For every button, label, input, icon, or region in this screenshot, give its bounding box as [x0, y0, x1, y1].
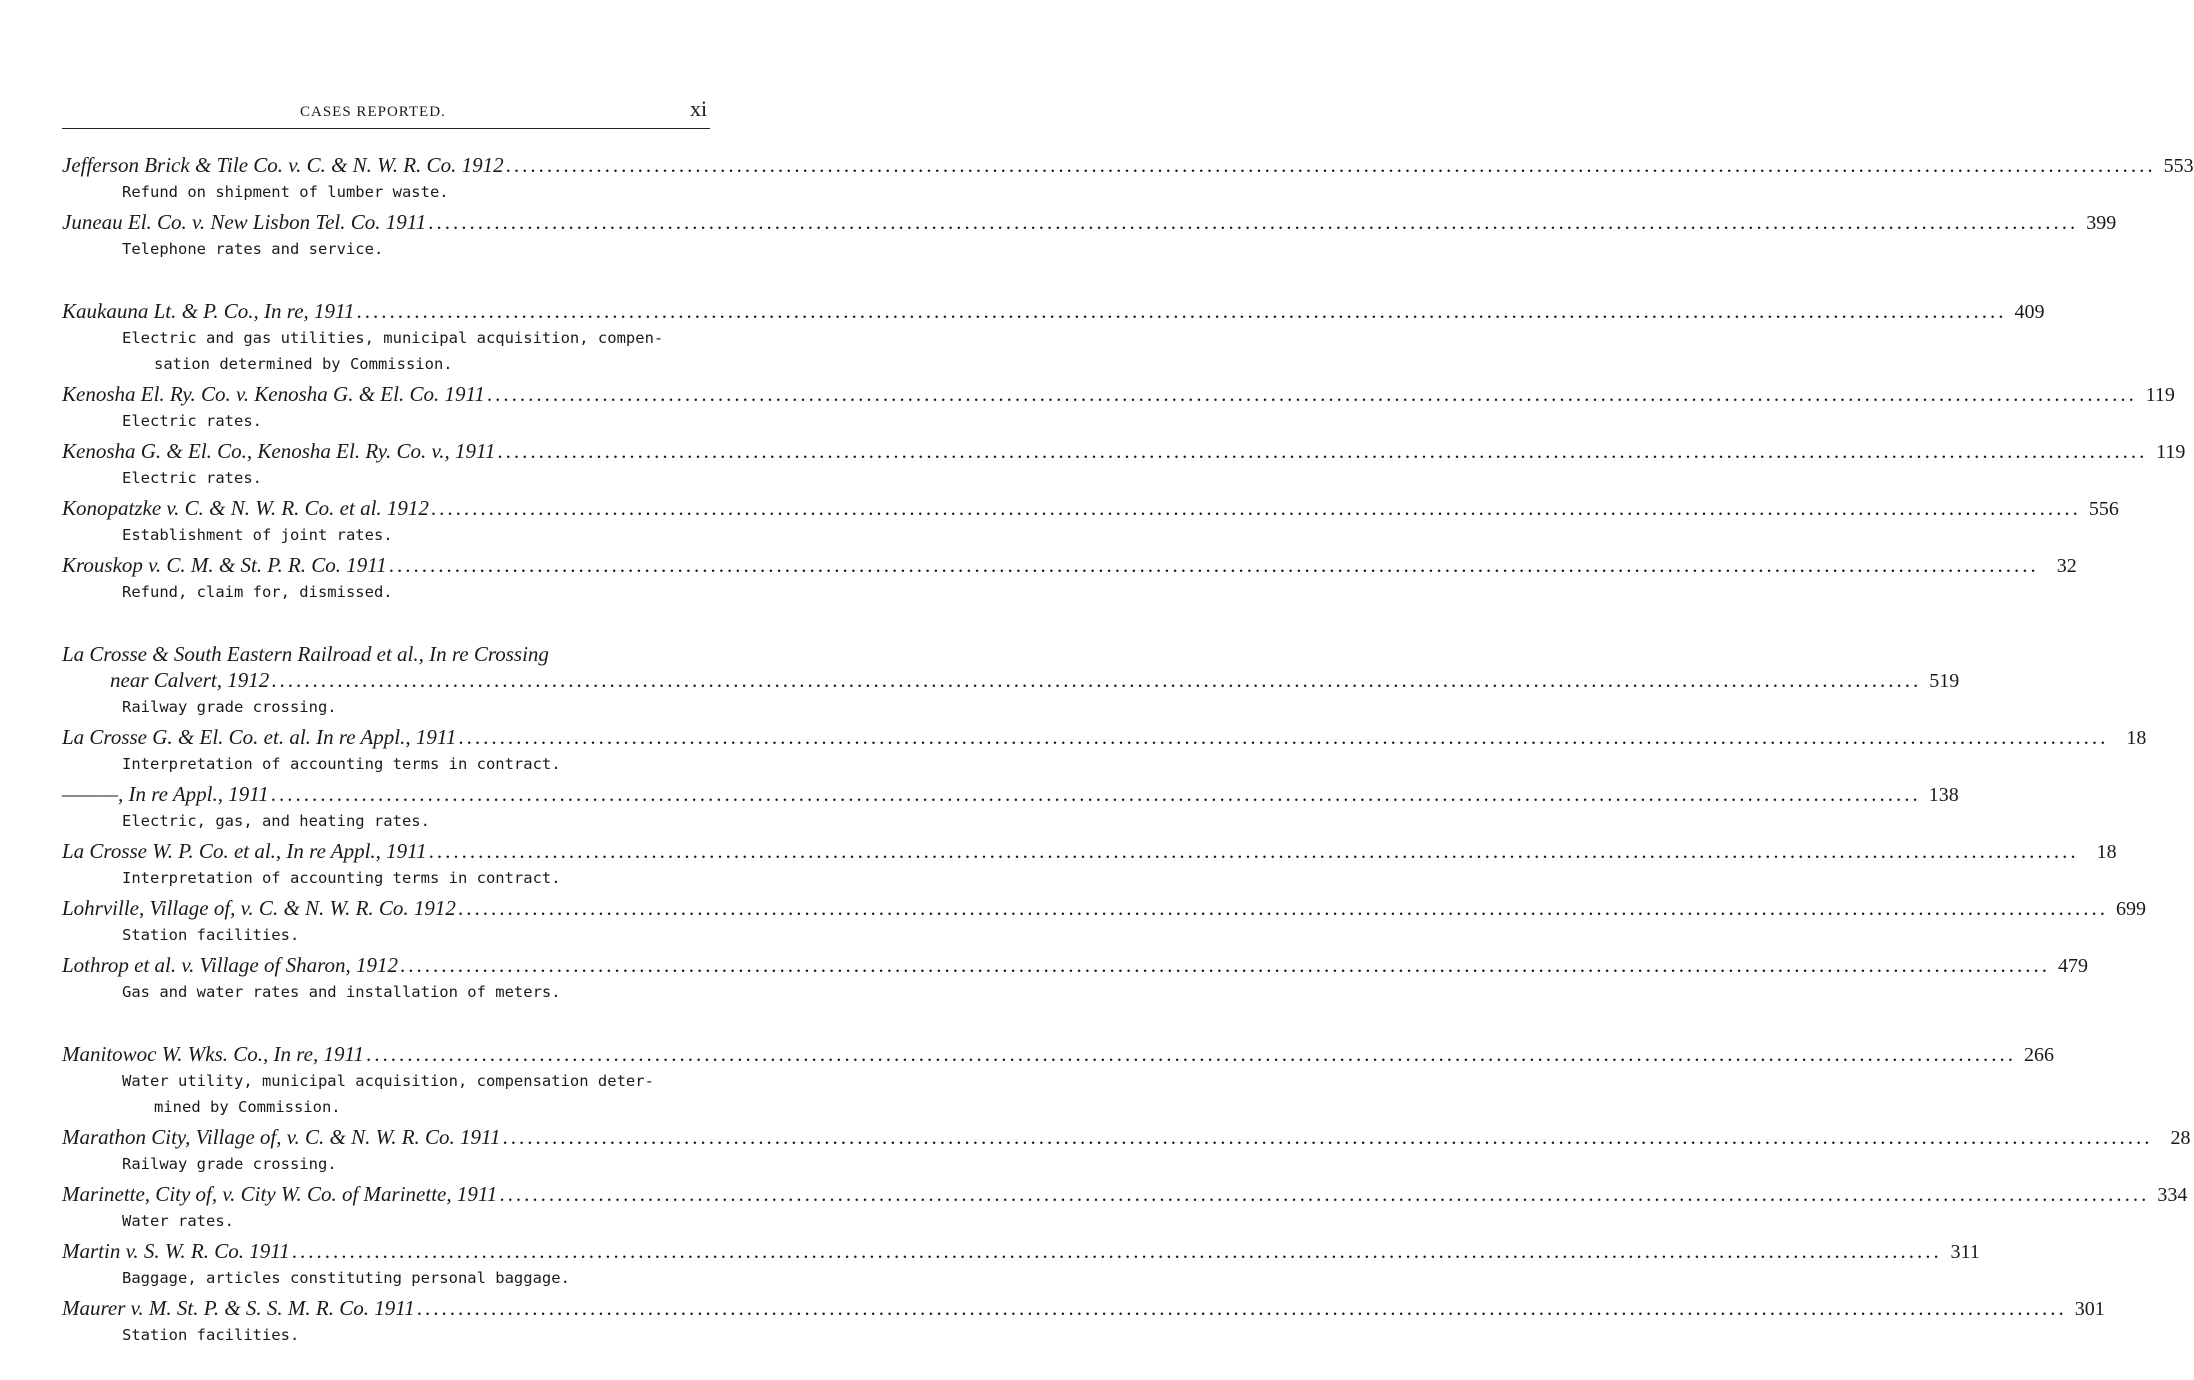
case-page-number: 519 — [1929, 670, 1960, 692]
case-page-number: 334 — [2157, 1184, 2188, 1206]
group-spacer — [62, 609, 722, 641]
case-page-number: 399 — [2086, 212, 2117, 234]
case-page-number: 311 — [1950, 1241, 1980, 1263]
case-page-number: 699 — [2115, 898, 2146, 920]
dot-leader: ........................................................................................................................................................................................................ — [270, 782, 1921, 806]
case-description: Refund, claim for, dismissed. — [122, 583, 393, 601]
case-entry — [62, 209, 2117, 266]
case-entry — [62, 952, 2088, 1009]
case-description: Station facilities. — [122, 1326, 300, 1344]
case-page-number: 409 — [2014, 301, 2045, 323]
case-title-line — [62, 1181, 2188, 1208]
dot-leader: ........................................................................................................................................................................................................ — [428, 210, 2079, 234]
case-entry — [62, 781, 1959, 838]
case-entry — [62, 724, 2147, 781]
entry-spacer — [62, 1348, 722, 1352]
case-title: Marathon City, Village of, v. C. & N. W. R. Co. 1911 — [62, 1125, 501, 1149]
running-header-title: CASES REPORTED. — [300, 104, 446, 120]
case-title: Lohrville, Village of, v. C. & N. W. R. Co. 1912 — [62, 896, 456, 920]
case-title-line — [62, 495, 2119, 522]
case-title: Marinette, City of, v. City W. Co. of Marinette, 1911 — [62, 1182, 498, 1206]
case-entry — [62, 298, 2045, 381]
case-title: Kenosha El. Ry. Co. v. Kenosha G. & El. Co. 1911 — [62, 382, 485, 406]
case-description: Electric and gas utilities, municipal acquisition, compen- — [122, 329, 664, 347]
case-description: Electric, gas, and heating rates. — [122, 812, 430, 830]
case-page-number: 479 — [2057, 955, 2088, 977]
case-entry — [62, 1238, 1980, 1295]
case-title-line — [62, 952, 2088, 979]
dot-leader: ........................................................................................................................................................................................................ — [388, 553, 2039, 577]
case-description: Establishment of joint rates. — [122, 526, 393, 544]
case-title: Jefferson Brick & Tile Co. v. C. & N. W. R. Co. 1912 — [62, 153, 504, 177]
dot-leader: ........................................................................................................................................................................................................ — [416, 1296, 2067, 1320]
case-page-number: 138 — [1928, 784, 1959, 806]
case-description: Water utility, municipal acquisition, compensation deter- — [122, 1072, 654, 1090]
case-description: Baggage, articles constituting personal baggage. — [122, 1269, 570, 1287]
case-title-line — [62, 838, 2117, 865]
case-entry — [62, 552, 2077, 609]
case-description: Electric rates. — [122, 469, 262, 487]
entry-spacer — [62, 605, 722, 609]
header-rule — [62, 128, 710, 129]
case-title-line — [62, 552, 2077, 579]
case-description: Telephone rates and service. — [122, 240, 384, 258]
case-title: near Calvert, 1912 — [110, 668, 270, 692]
case-entry — [62, 1181, 2188, 1238]
case-description: Water rates. — [122, 1212, 234, 1230]
dot-leader: ........................................................................................................................................................................................................ — [271, 668, 1922, 692]
case-title-line — [62, 641, 722, 667]
case-entry — [62, 641, 1960, 724]
case-title: La Crosse W. P. Co. et al., In re Appl., 1911 — [62, 839, 427, 863]
case-description: Interpretation of accounting terms in contract. — [122, 869, 561, 887]
dot-leader: ........................................................................................................................................................................................................ — [365, 1042, 2016, 1066]
case-title: Maurer v. M. St. P. & S. S. M. R. Co. 1911 — [62, 1296, 415, 1320]
case-entry — [62, 1041, 2054, 1124]
case-entry — [62, 1124, 2191, 1181]
dot-leader: ........................................................................................................................................................................................................ — [499, 1182, 2150, 1206]
case-description: Station facilities. — [122, 926, 300, 944]
case-title-line — [62, 209, 2117, 236]
case-title: Krouskop v. C. M. & St. P. R. Co. 1911 — [62, 553, 387, 577]
case-page-number: 119 — [2156, 441, 2186, 463]
case-title-line — [62, 1124, 2191, 1151]
case-page-number: 119 — [2145, 384, 2175, 406]
case-title: Kenosha G. & El. Co., Kenosha El. Ry. Co. v., 1911 — [62, 439, 496, 463]
case-title: Juneau El. Co. v. New Lisbon Tel. Co. 1911 — [62, 210, 427, 234]
case-entry — [62, 381, 2175, 438]
case-entry — [62, 1295, 2105, 1352]
case-title-line — [62, 1041, 2054, 1068]
case-entry — [62, 438, 2186, 495]
case-page-number: 28 — [2170, 1127, 2191, 1149]
case-title: La Crosse G. & El. Co. et. al. In re Appl., 1911 — [62, 725, 457, 749]
dot-leader: ........................................................................................................................................................................................................ — [458, 725, 2109, 749]
case-description: Railway grade crossing. — [122, 1155, 337, 1173]
case-index-list — [62, 152, 2194, 1352]
case-page-number: 553 — [2163, 155, 2194, 177]
dot-leader: ........................................................................................................................................................................................................ — [497, 439, 2148, 463]
case-description: Gas and water rates and installation of meters. — [122, 983, 561, 1001]
case-page-number: 556 — [2088, 498, 2119, 520]
case-description: Electric rates. — [122, 412, 262, 430]
case-title-line — [62, 895, 2146, 922]
case-title-line — [62, 438, 2186, 465]
entry-spacer — [62, 1005, 722, 1009]
case-description: Refund on shipment of lumber waste. — [122, 183, 449, 201]
case-entry — [62, 838, 2117, 895]
case-description-continued: sation determined by Commission. — [154, 355, 453, 373]
case-description: Railway grade crossing. — [122, 698, 337, 716]
case-title: Konopatzke v. C. & N. W. R. Co. et al. 1912 — [62, 496, 429, 520]
page-number: xi — [690, 96, 708, 121]
dot-leader: ........................................................................................................................................................................................................ — [291, 1239, 1942, 1263]
case-title: Lothrop et al. v. Village of Sharon, 1912 — [62, 953, 398, 977]
case-page-number: 301 — [2074, 1298, 2105, 1320]
case-title-line — [62, 667, 1960, 694]
case-title-line — [62, 298, 2045, 325]
dot-leader: ........................................................................................................................................................................................................ — [428, 839, 2079, 863]
case-title-line — [62, 381, 2175, 408]
case-page-number: 18 — [2126, 727, 2147, 749]
case-title-line — [62, 1295, 2105, 1322]
case-page-number: 266 — [2023, 1044, 2054, 1066]
case-entry — [62, 495, 2119, 552]
case-title-line — [62, 152, 2194, 179]
dot-leader: ........................................................................................................................................................................................................ — [457, 896, 2108, 920]
case-title: La Crosse & South Eastern Railroad et al., In re Crossing — [62, 642, 549, 666]
dot-leader: ........................................................................................................................................................................................................ — [430, 496, 2081, 520]
group-spacer — [62, 1009, 722, 1041]
dot-leader: ........................................................................................................................................................................................................ — [502, 1125, 2153, 1149]
case-page-number: 32 — [2056, 555, 2077, 577]
dot-leader: ........................................................................................................................................................................................................ — [505, 153, 2156, 177]
case-title-line — [62, 781, 1959, 808]
case-title-line — [62, 724, 2147, 751]
case-title: Martin v. S. W. R. Co. 1911 — [62, 1239, 290, 1263]
case-title-line — [62, 1238, 1980, 1265]
dot-leader: ........................................................................................................................................................................................................ — [356, 299, 2007, 323]
dot-leader: ........................................................................................................................................................................................................ — [399, 953, 2050, 977]
case-entry — [62, 152, 2194, 209]
case-description-continued: mined by Commission. — [154, 1098, 341, 1116]
case-description: Interpretation of accounting terms in contract. — [122, 755, 561, 773]
group-spacer — [62, 266, 722, 298]
dot-leader: ........................................................................................................................................................................................................ — [486, 382, 2137, 406]
case-entry — [62, 895, 2146, 952]
entry-spacer — [62, 262, 722, 266]
case-title: Manitowoc W. Wks. Co., In re, 1911 — [62, 1042, 364, 1066]
case-title: ———, In re Appl., 1911 — [62, 782, 269, 806]
case-title: Kaukauna Lt. & P. Co., In re, 1911 — [62, 299, 355, 323]
case-page-number: 18 — [2096, 841, 2117, 863]
